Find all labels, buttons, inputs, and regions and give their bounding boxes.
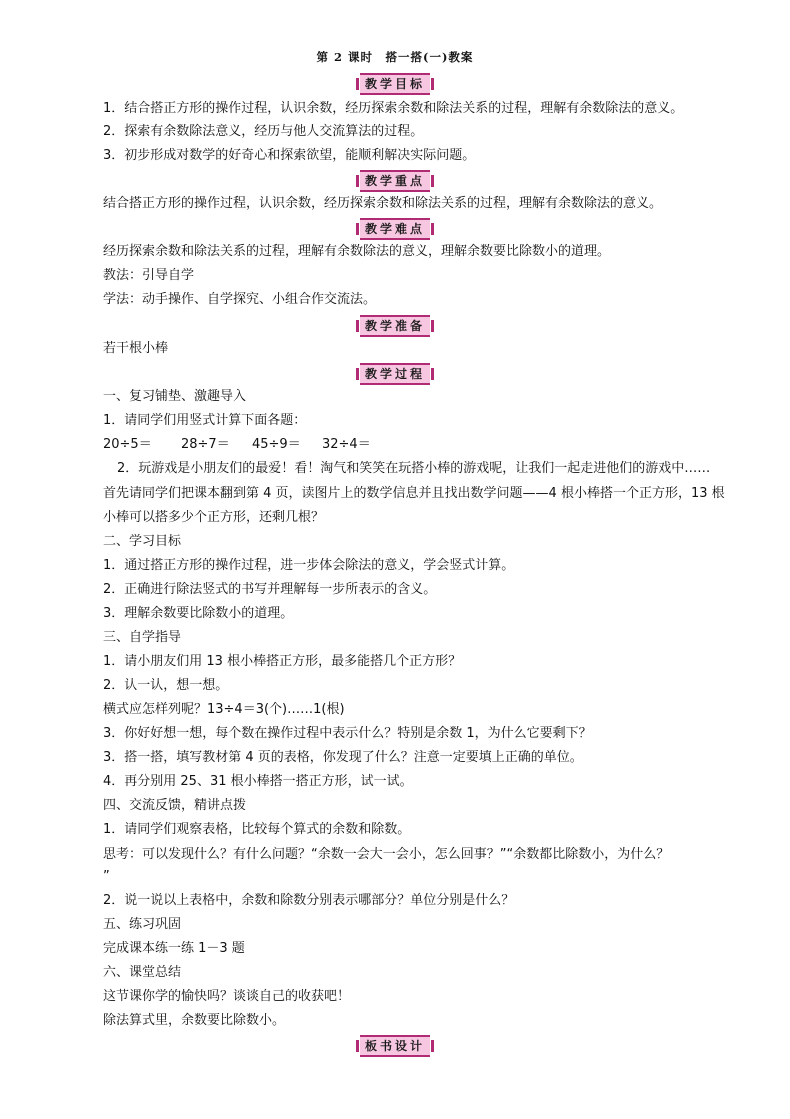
difficulties-text: 经历探索余数和除法关系的过程，理解有余数除法的意义，理解余数要比除数小的道理。	[103, 244, 611, 259]
process-2-item-3: 3．理解余数要比除数小的道理。	[103, 606, 294, 621]
calc-4: 32÷4＝	[322, 437, 371, 452]
teaching-method: 教法：引导自学	[103, 268, 195, 283]
section-label-process: 教学过程	[360, 363, 430, 385]
calc-2: 28÷7＝	[181, 437, 230, 452]
section-label-objectives: 教学目标	[360, 73, 430, 95]
process-heading-6: 六、课堂总结	[103, 965, 182, 980]
process-1-item-2-line-1: 2．玩游戏是小朋友们的最爱！看！淘气和笑笑在玩搭小棒的游戏呢，让我们一起走进他们的游戏中……	[117, 461, 711, 476]
process-4-item-2: 2．说一说以上表格中，余数和除数分别表示哪部分？单位分别是什么？	[103, 893, 515, 908]
preparation-text: 若干根小棒	[103, 341, 169, 356]
objective-3: 3．初步形成对数学的好奇心和探索欲望，能顺利解决实际问题。	[103, 148, 476, 163]
objective-2: 2．探索有余数除法意义，经历与他人交流算法的过程。	[103, 124, 424, 139]
process-heading-1: 一、复习铺垫、激趣导入	[103, 389, 247, 404]
key-points-text: 结合搭正方形的操作过程，认识余数，经历探索余数和除法关系的过程，理解有余数除法的意义。	[103, 196, 663, 211]
section-label-difficulties: 教学难点	[360, 218, 430, 240]
process-4-think-line-2: ”	[103, 869, 110, 884]
section-label-board-design: 板书设计	[360, 1035, 430, 1057]
process-heading-3: 三、自学指导	[103, 630, 182, 645]
process-4-item-1: 1．请同学们观察表格，比较每个算式的余数和除数。	[103, 822, 411, 837]
process-2-item-1: 1．通过搭正方形的操作过程，进一步体会除法的意义，学会竖式计算。	[103, 558, 515, 573]
process-1-item-1: 1．请同学们用竖式计算下面各题：	[103, 413, 307, 428]
process-heading-5: 五、练习巩固	[103, 917, 182, 932]
process-heading-4: 四、交流反馈，精讲点拨	[103, 798, 247, 813]
process-6-text-1: 这节课你学的愉快吗？谈谈自己的收获吧！	[103, 989, 351, 1004]
process-heading-2: 二、学习目标	[103, 534, 182, 549]
calc-1: 20÷5＝	[103, 437, 152, 452]
process-3-item-3: 3．你好好想一想，每个数在操作过程中表示什么？特别是余数 1，为什么它要剩下？	[103, 726, 592, 741]
process-3-item-4: 3．搭一搭，填写教材第 4 页的表格，你发现了什么？注意一定要填上正确的单位。	[103, 750, 583, 765]
page-title: 第 2 课时 搭一搭(一)教案	[316, 50, 474, 64]
learning-method: 学法：动手操作、自学探究、小组合作交流法。	[103, 292, 377, 307]
process-2-item-2: 2．正确进行除法竖式的书写并理解每一步所表示的含义。	[103, 582, 437, 597]
process-1-item-2-line-3: 小棒可以搭多少个正方形，还剩几根？	[103, 510, 325, 525]
process-3-item-1: 1．请小朋友们用 13 根小棒搭正方形，最多能搭几个正方形？	[103, 654, 462, 669]
section-label-key-points: 教学重点	[360, 170, 430, 192]
objective-1: 1．结合搭正方形的操作过程，认识余数，经历探索余数和除法关系的过程，理解有余数除法的意义。	[103, 101, 684, 116]
section-label-preparation: 教学准备	[360, 315, 430, 337]
process-1-item-2-line-2: 首先请同学们把课本翻到第 4 页，读图片上的数学信息并且找出数学问题——4 根小棒搭一个正方形，13 根	[103, 486, 725, 501]
process-3-item-2: 2．认一认，想一想。	[103, 678, 229, 693]
calc-3: 45÷9＝	[252, 437, 301, 452]
process-3-formula: 横式应怎样列呢？13÷4＝3(个)……1(根)	[103, 702, 345, 717]
process-5-text: 完成课本练一练 1－3 题	[103, 941, 245, 956]
process-6-text-2: 除法算式里，余数要比除数小。	[103, 1013, 286, 1028]
process-4-think-line-1: 思考：可以发现什么？有什么问题？“余数一会大一会小，怎么回事？”“余数都比除数小，为什么？	[103, 847, 670, 862]
process-3-item-5: 4．再分别用 25、31 根小棒搭一搭正方形，试一试。	[103, 774, 413, 789]
